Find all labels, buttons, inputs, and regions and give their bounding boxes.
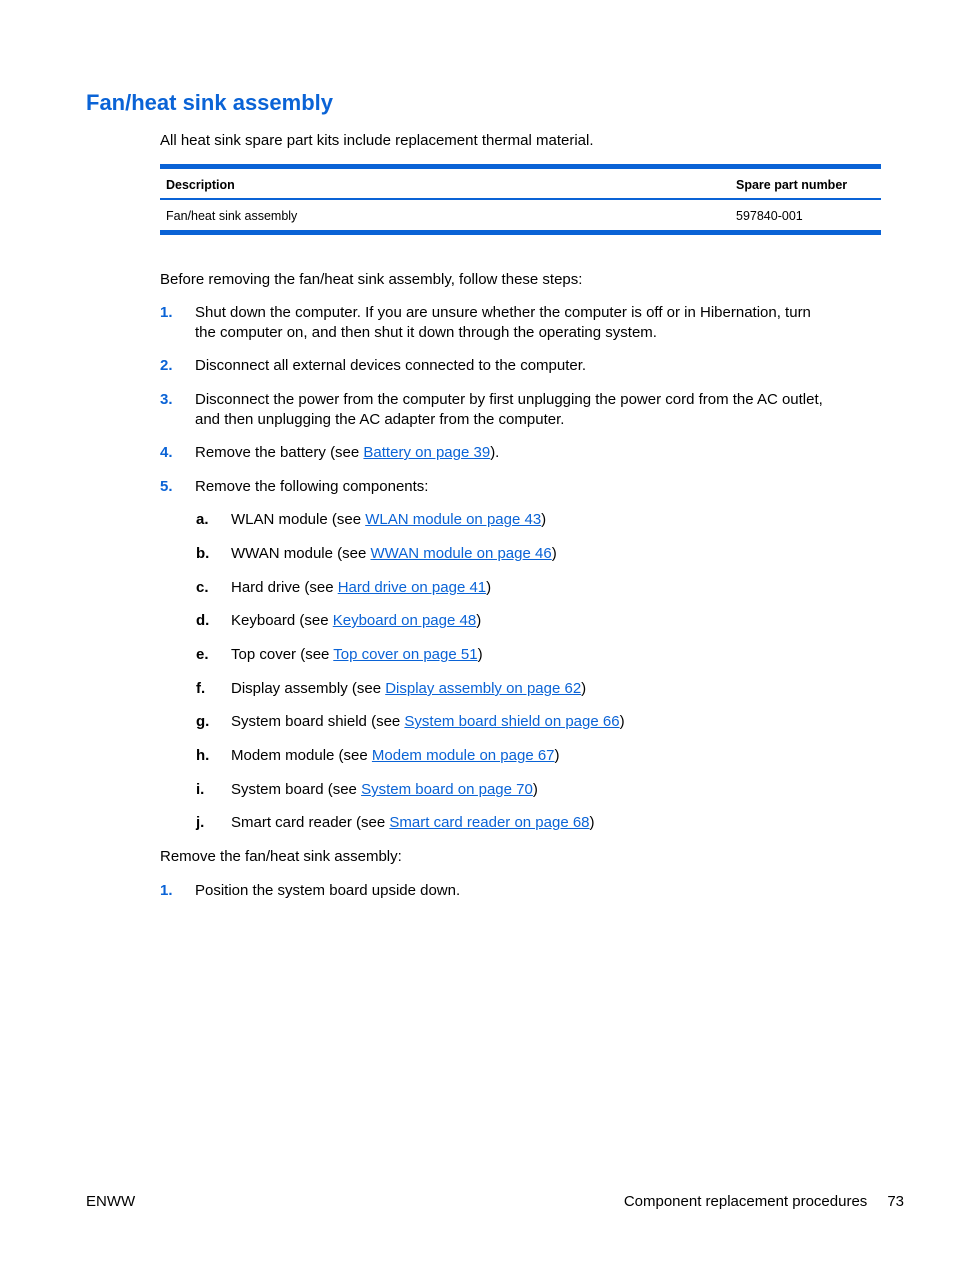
step-text-line: the computer on, and then shut it down through the operating system. (195, 324, 657, 341)
component-text: Top cover (see (231, 646, 334, 663)
step-text-line: and then unplugging the AC adapter from the computer. (195, 411, 565, 428)
component-text-post: ) (554, 747, 560, 764)
component-text-post: ) (589, 814, 595, 831)
component-text: Smart card reader (see (231, 814, 390, 831)
component-text: WWAN module (see (231, 545, 371, 562)
step-text-pre: Remove the battery (see (195, 444, 364, 461)
step-text-line: Disconnect the power from the computer by first unplugging the power cord from the AC outlet, (195, 391, 823, 408)
component-text: WLAN module (see (231, 511, 366, 528)
step-number: 1. (160, 304, 173, 321)
component-text: Display assembly (see (231, 680, 386, 697)
footer-left: ENWW (86, 1193, 136, 1210)
component-text-post: ) (486, 579, 492, 596)
component-letter: i. (196, 781, 205, 798)
before-text: Before removing the fan/heat sink assembly, follow these steps: (160, 271, 583, 288)
cell-description: Fan/heat sink assembly (166, 209, 298, 223)
spare-parts-table (160, 164, 881, 235)
display-assembly-link[interactable]: Display assembly on page 62 (385, 680, 582, 697)
smart-card-reader-link[interactable]: Smart card reader on page 68 (389, 814, 590, 831)
component-text: Keyboard (see (231, 612, 333, 629)
component-text-post: ) (541, 511, 547, 528)
step-number: 4. (160, 444, 173, 461)
component-letter: b. (196, 545, 210, 562)
page-number: 73 (887, 1193, 904, 1210)
intro-text: All heat sink spare part kits include replacement thermal material. (160, 132, 594, 149)
component-text-post: ) (532, 781, 538, 798)
component-letter: h. (196, 747, 210, 764)
column-header-description: Description (166, 178, 235, 192)
step-number: 2. (160, 357, 173, 374)
component-letter: c. (196, 579, 209, 596)
component-letter: e. (196, 646, 209, 663)
table-header-row (160, 169, 881, 200)
component-letter: a. (196, 511, 209, 528)
component-letter: f. (196, 680, 206, 697)
component-text: System board (see (231, 781, 362, 798)
step-number: 5. (160, 478, 173, 495)
step-text-line: Shut down the computer. If you are unsure whether the computer is off or in Hibernation, turn (195, 304, 811, 321)
step-text-post: ). (490, 444, 500, 461)
step-text: Position the system board upside down. (195, 882, 461, 899)
wlan-module-link[interactable]: WLAN module on page 43 (365, 511, 542, 528)
component-text: Modem module (see (231, 747, 372, 764)
component-letter: j. (196, 814, 205, 831)
component-text: Hard drive (see (231, 579, 338, 596)
component-text-post: ) (581, 680, 587, 697)
battery-link[interactable]: Battery on page 39 (363, 444, 491, 461)
table-row (160, 200, 881, 230)
cell-spare-part-number: 597840-001 (736, 209, 803, 223)
component-letter: g. (196, 713, 210, 730)
component-text: System board shield (see (231, 713, 405, 730)
remove-text: Remove the fan/heat sink assembly: (160, 848, 402, 865)
step-number: 3. (160, 391, 173, 408)
component-text-post: ) (551, 545, 557, 562)
top-cover-link[interactable]: Top cover on page 51 (333, 646, 478, 663)
wwan-module-link[interactable]: WWAN module on page 46 (370, 545, 552, 562)
step-text (195, 443, 880, 463)
component-letter: d. (196, 612, 210, 629)
component-text-post: ) (476, 612, 482, 629)
step-text: Disconnect all external devices connected to the computer. (195, 357, 587, 374)
footer-section-title: Component replacement procedures (623, 1193, 868, 1210)
component-text-post: ) (619, 713, 625, 730)
system-board-link[interactable]: System board on page 70 (361, 781, 533, 798)
column-header-spare-part-number: Spare part number (736, 178, 848, 192)
keyboard-link[interactable]: Keyboard on page 48 (332, 612, 477, 629)
step-text: Remove the following components: (195, 478, 429, 495)
modem-module-link[interactable]: Modem module on page 67 (371, 747, 555, 764)
component-text-post: ) (477, 646, 483, 663)
footer-right (624, 1193, 904, 1210)
step-number: 1. (160, 882, 173, 899)
system-board-shield-link[interactable]: System board shield on page 66 (404, 713, 620, 730)
page-title: Fan/heat sink assembly (86, 90, 333, 115)
hard-drive-link[interactable]: Hard drive on page 41 (337, 579, 487, 596)
